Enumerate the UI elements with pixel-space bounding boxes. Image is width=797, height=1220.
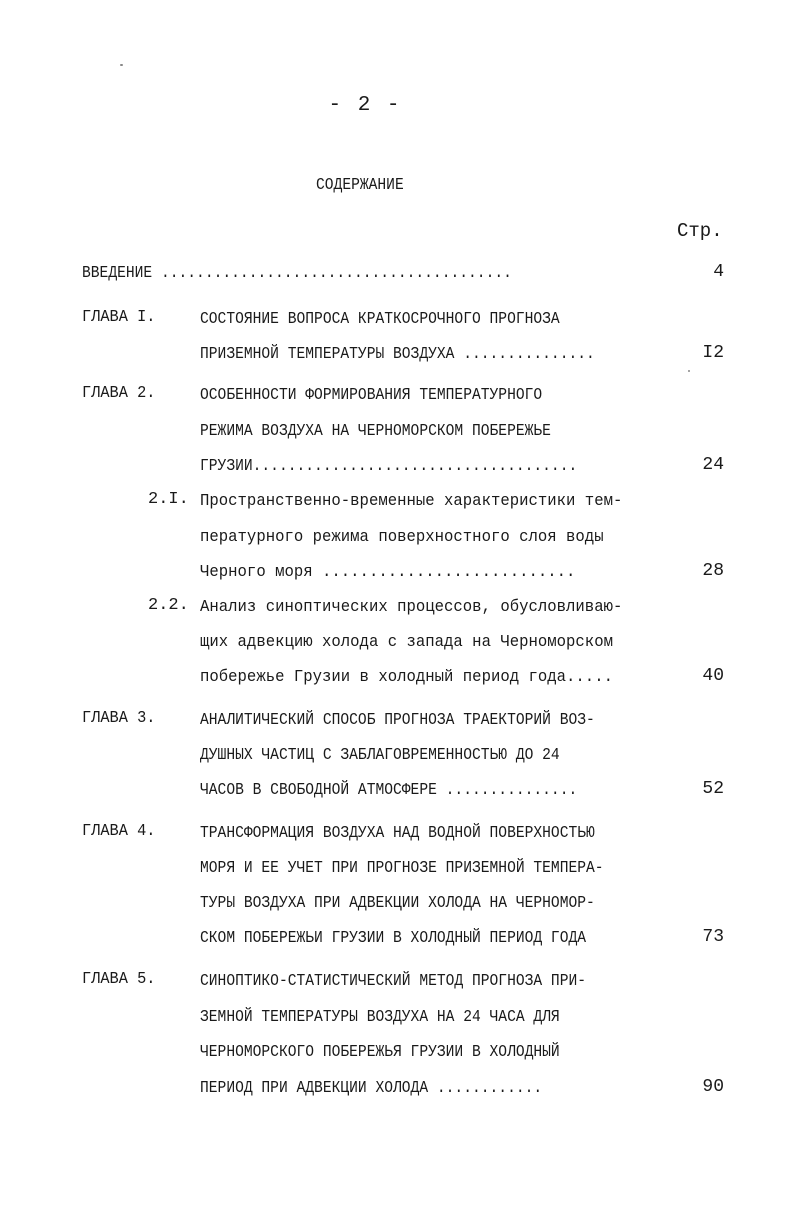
toc-line: ВВЕДЕНИЕ ........................................ — [82, 264, 512, 283]
toc-line: АНАЛИТИЧЕСКИЙ СПОСОБ ПРОГНОЗА ТРАЕКТОРИЙ ВОЗ- — [200, 711, 595, 730]
toc-page-number: 90 — [702, 1077, 724, 1097]
toc-line: пературного режима поверхностного слоя воды — [200, 528, 604, 547]
toc-chapter-label: ГЛАВА 4. — [82, 822, 156, 841]
toc-title: СОДЕРЖАНИЕ — [316, 176, 404, 195]
scan-speck — [120, 64, 123, 66]
toc-line: РЕЖИМА ВОЗДУХА НА ЧЕРНОМОРСКОМ ПОБЕРЕЖЬЕ — [200, 422, 551, 441]
toc-line: ГРУЗИИ..................................... — [200, 457, 578, 476]
toc-page-number: 4 — [713, 262, 724, 282]
toc-line: побережье Грузии в холодный период года..... — [200, 668, 613, 687]
toc-line: ЧЕРНОМОРСКОГО ПОБЕРЕЖЬЯ ГРУЗИИ В ХОЛОДНЫЙ — [200, 1043, 560, 1062]
toc-chapter-label: ГЛАВА 5. — [82, 970, 156, 989]
toc-line: СОСТОЯНИЕ ВОПРОСА КРАТКОСРОЧНОГО ПРОГНОЗА — [200, 310, 560, 329]
toc-chapter-label: ГЛАВА 3. — [82, 709, 156, 728]
toc-page-number: 28 — [702, 561, 724, 581]
toc-section-label: 2.I. — [148, 490, 189, 509]
toc-line: ТРАНСФОРМАЦИЯ ВОЗДУХА НАД ВОДНОЙ ПОВЕРХНОСТЬЮ — [200, 824, 595, 843]
toc-line: Анализ синоптических процессов, обусловливаю- — [200, 598, 623, 617]
toc-page-number: 40 — [702, 666, 724, 686]
toc-line: СКОМ ПОБЕРЕЖЬИ ГРУЗИИ В ХОЛОДНЫЙ ПЕРИОД ГОДА — [200, 929, 587, 948]
toc-line: Пространственно-временные характеристики тем- — [200, 492, 623, 511]
page-column-label: Стр. — [677, 220, 723, 242]
page-number: - 2 - — [328, 94, 402, 117]
toc-page-number: 24 — [702, 455, 724, 475]
toc-line: ОСОБЕННОСТИ ФОРМИРОВАНИЯ ТЕМПЕРАТУРНОГО — [200, 386, 543, 405]
toc-page-number: 73 — [702, 927, 724, 947]
toc-section-label: 2.2. — [148, 596, 189, 615]
toc-line: ПЕРИОД ПРИ АДВЕКЦИИ ХОЛОДА ............ — [200, 1079, 543, 1098]
toc-line: МОРЯ И ЕЕ УЧЕТ ПРИ ПРОГНОЗЕ ПРИЗЕМНОЙ ТЕМПЕРА- — [200, 859, 604, 878]
toc-line: щих адвекцию холода с запада на Черноморском — [200, 633, 613, 652]
toc-line: ПРИЗЕМНОЙ ТЕМПЕРАТУРЫ ВОЗДУХА ............... — [200, 345, 595, 364]
toc-line: ТУРЫ ВОЗДУХА ПРИ АДВЕКЦИИ ХОЛОДА НА ЧЕРНОМОР- — [200, 894, 595, 913]
toc-line: ЧАСОВ В СВОБОДНОЙ АТМОСФЕРЕ ............... — [200, 781, 578, 800]
toc-line: ДУШНЫХ ЧАСТИЦ С ЗАБЛАГОВРЕМЕННОСТЬЮ ДО 24 — [200, 746, 560, 765]
scan-speck — [688, 370, 690, 372]
toc-page-number: I2 — [702, 343, 724, 363]
toc-line: Черного моря ........................... — [200, 563, 576, 582]
toc-page-number: 52 — [702, 779, 724, 799]
toc-line: ЗЕМНОЙ ТЕМПЕРАТУРЫ ВОЗДУХА НА 24 ЧАСА ДЛЯ — [200, 1008, 560, 1027]
toc-chapter-label: ГЛАВА 2. — [82, 384, 156, 403]
toc-chapter-label: ГЛАВА I. — [82, 308, 156, 327]
toc-line: СИНОПТИКО-СТАТИСТИЧЕСКИЙ МЕТОД ПРОГНОЗА ПРИ- — [200, 972, 587, 991]
